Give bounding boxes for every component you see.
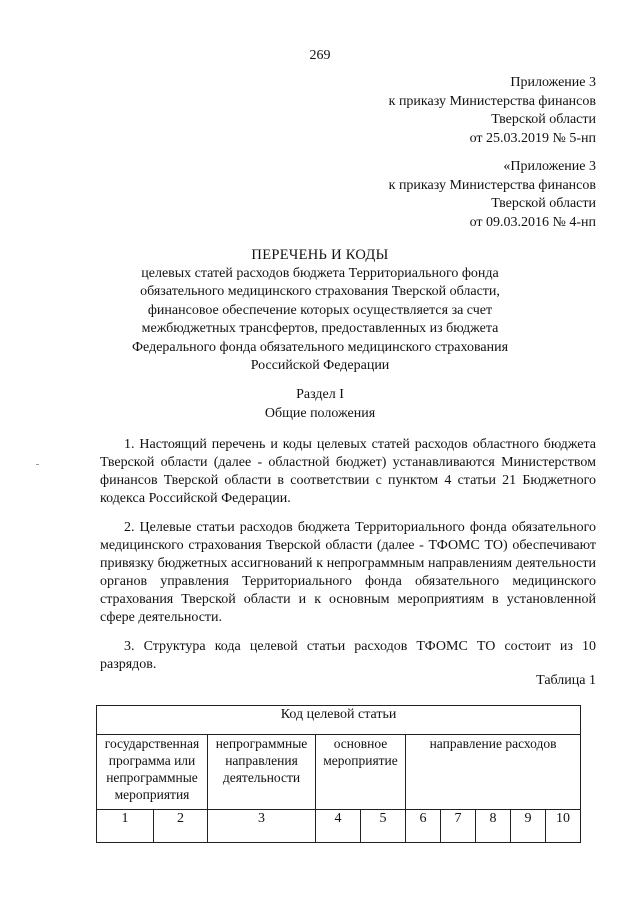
appendix-line: Приложение 3 bbox=[510, 75, 596, 90]
title-line: Федерального фонда обязательного медицинского страхования bbox=[131, 339, 509, 355]
group-main-activity: основное мероприятие bbox=[316, 735, 406, 810]
title-heading: ПЕРЕЧЕНЬ И КОДЫ bbox=[251, 247, 389, 263]
paragraph-2: 2. Целевые статьи расходов бюджета Территориального фонда обязательного медицинского страхования Тверской области (далее - ТФОМС ТО) обеспечивают привязку бюджетных ассигнований к непрограммным направлениям деятельности органов управления Территориального фонда обязательного медицинского страхования Тверской области и к основным мероприятиям в установленной сфере деятельности. bbox=[100, 520, 596, 625]
title-line: финансовое обеспечение которых осуществляется за счет bbox=[147, 302, 493, 318]
appendix-line: от 25.03.2019 № 5-нп bbox=[469, 130, 596, 146]
appendix-line: от 09.03.2016 № 4-нп bbox=[469, 214, 596, 230]
digit-cell: 1 bbox=[97, 810, 154, 843]
title-line: межбюджетных трансфертов, предоставленных из бюджета bbox=[141, 321, 499, 336]
paragraph-3: 3. Структура кода целевой статьи расходов ТФОМС ТО состоит из 10 разрядов. bbox=[100, 639, 596, 672]
table-caption: Таблица 1 bbox=[536, 673, 596, 688]
section-heading bbox=[60, 386, 580, 423]
page-number: 269 bbox=[309, 48, 331, 63]
group-state-program: государственная программа или непрограммные мероприятия bbox=[97, 735, 208, 810]
appendix-current-header bbox=[389, 74, 596, 148]
title-line: Российской Федерации bbox=[250, 358, 390, 373]
section-number: Раздел I bbox=[296, 387, 344, 402]
section-name: Общие положения bbox=[264, 405, 376, 421]
appendix-previous-header bbox=[389, 158, 596, 232]
appendix-line: Тверской области bbox=[491, 196, 596, 211]
appendix-line: к приказу Министерства финансов bbox=[388, 93, 596, 109]
digit-cell: 3 bbox=[208, 810, 316, 843]
title-line: обязательного медицинского страхования Тверской области, bbox=[140, 284, 500, 299]
appendix-line: Тверской области bbox=[491, 112, 596, 127]
digit-cell: 4 bbox=[316, 810, 361, 843]
digit-cell: 6 bbox=[406, 810, 441, 843]
appendix-line: «Приложение 3 bbox=[503, 159, 596, 174]
document-title bbox=[60, 246, 580, 376]
title-line: целевых статей расходов бюджета Территориального фонда bbox=[141, 265, 499, 281]
code-structure-table bbox=[96, 705, 581, 843]
margin-mark bbox=[36, 464, 39, 465]
digit-cell: 5 bbox=[361, 810, 406, 843]
digit-cell: 7 bbox=[441, 810, 476, 843]
digit-cell: 9 bbox=[511, 810, 546, 843]
digit-cell: 2 bbox=[154, 810, 208, 843]
digit-cell: 8 bbox=[476, 810, 511, 843]
table-main-header: Код целевой статьи bbox=[97, 706, 581, 735]
digit-cell: 10 bbox=[546, 810, 581, 843]
paragraph-1: 1. Настоящий перечень и коды целевых статей расходов областного бюджета Тверской области (далее - областной бюджет) устанавливаются Министерством финансов Тверской области в соответствии с пунктом 4 статьи 21 Бюджетного кодекса Российской Федерации. bbox=[100, 437, 596, 506]
group-expense-direction: направление расходов bbox=[406, 735, 581, 810]
group-nonprogram-directions: непрограммные направления деятельности bbox=[208, 735, 316, 810]
appendix-line: к приказу Министерства финансов bbox=[388, 177, 596, 193]
